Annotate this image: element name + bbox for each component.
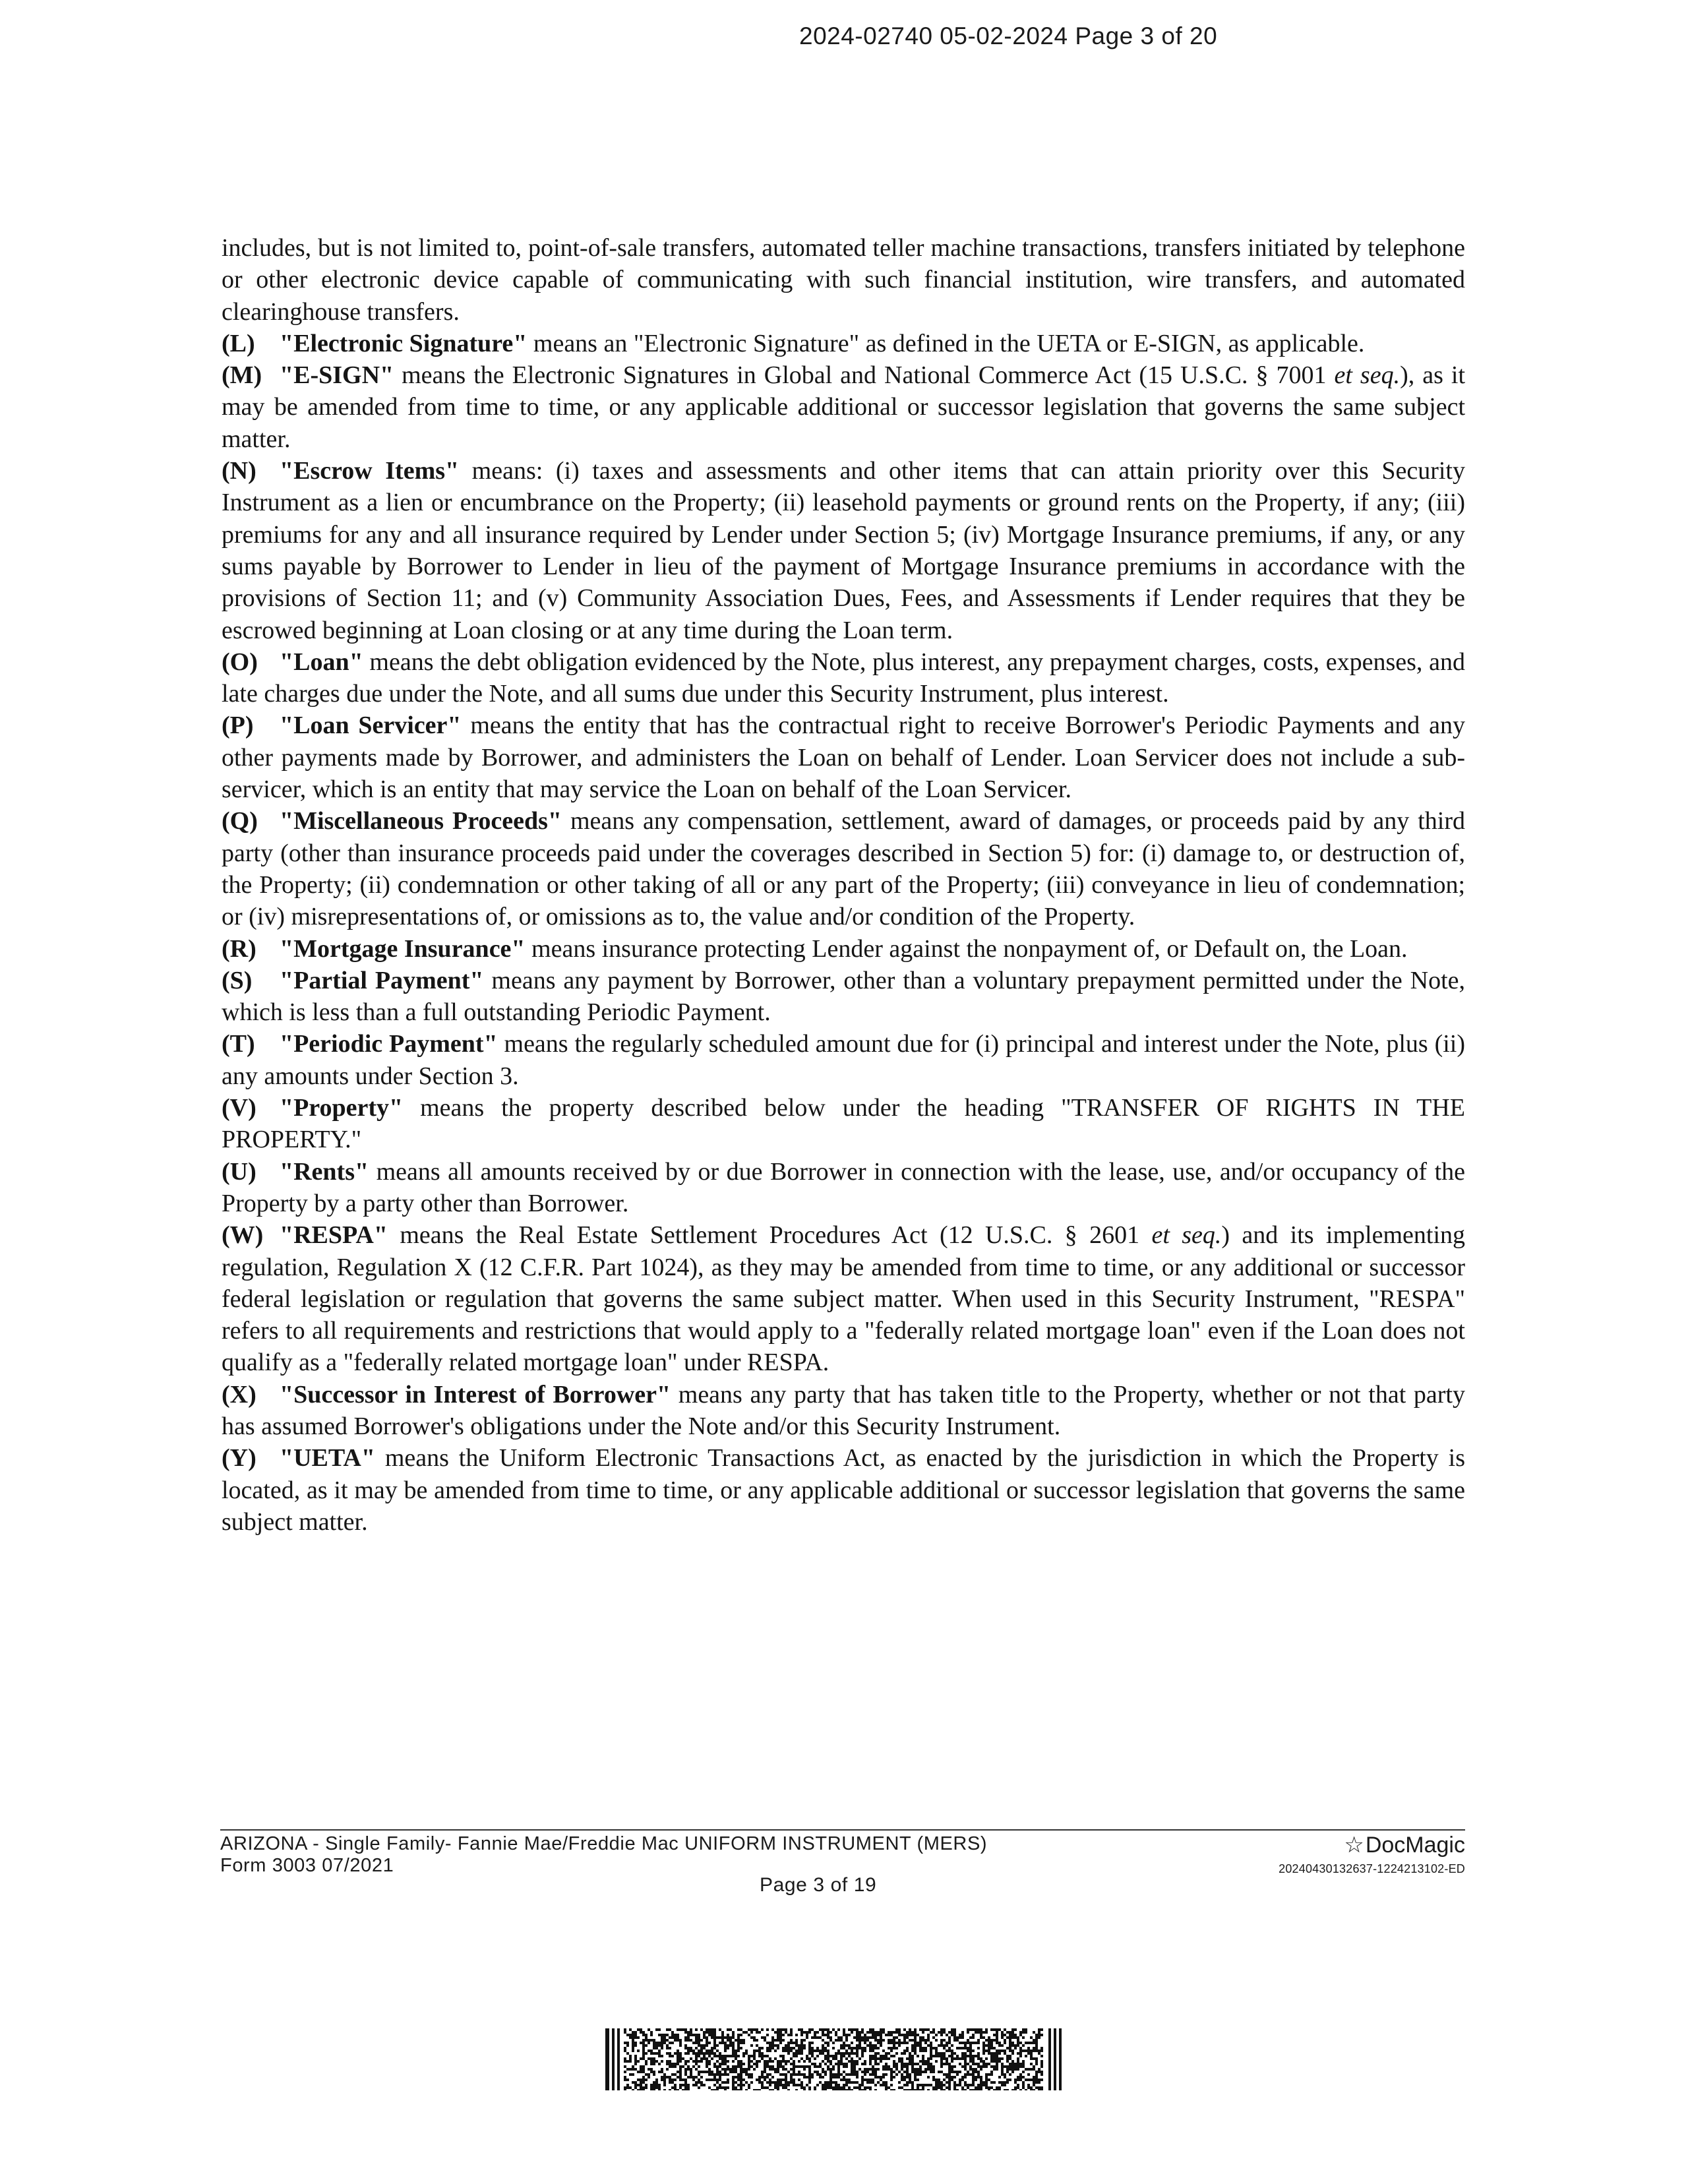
definition-letter: (P) [222,712,254,740]
definition-p [222,710,1465,805]
defined-term: "Loan Servicer" [280,712,462,740]
definition-letter: (L) [222,329,255,357]
definition-text: means the property described below under the heading "TRANSFER OF RIGHTS IN THE PROPERTY." [222,1094,1465,1154]
definition-q [222,805,1465,932]
form-title: ARIZONA - Single Family- Fannie Mae/Freddie Mac UNIFORM INSTRUMENT (MERS) [220,1833,988,1854]
defined-term: "E-SIGN" [280,361,394,390]
defined-term: "RESPA" [280,1221,388,1250]
definition-letter: (V) [222,1094,256,1122]
definition-letter: (N) [222,457,256,485]
definition-text: means an "Electronic Signature" as defined in the UETA or E-SIGN, as applicable. [527,329,1365,357]
definition-text: means the Uniform Electronic Transactions Act, as enacted by the jurisdiction in which the Property is located, as it may be amended from time to time, or any applicable additional or successor legislation that governs the same subject matter. [222,1444,1465,1536]
italic-citation: et seq. [1334,361,1401,390]
definition-text: means the Real Estate Settlement Procedures Act (12 U.S.C. § 2601 [387,1221,1152,1250]
defined-term: "Partial Payment" [280,966,484,994]
definition-text: means the regularly scheduled amount due for (i) principal and interest under the Note, plus (ii) any amounts under Section 3. [222,1030,1465,1090]
definition-text: means: (i) taxes and assessments and other items that can attain priority over this Security Instrument as a lien or encumbrance on the Property; (ii) leasehold payments or ground rents on the Property, if any; (iii) premiums for any and all insurance required by Lender under Section 5; (iv) Mortgage Insurance premiums, if any, or any sums payable by Borrower to Lender in lieu of the payment of Mortgage Insurance premiums in accordance with the provisions of Section 11; and (v) Community Association Dues, Fees, and Assessments if Lender requires that they be escrowed beginning at Loan closing or at any time during the Loan term. [222,457,1465,644]
definition-text: means the debt obligation evidenced by the Note, plus interest, any prepayment charges, costs, expenses, and late charges due under the Note, and all sums due under this Security Instrument, plus interest. [222,648,1465,708]
definition-text: means insurance protecting Lender against the nonpayment of, or Default on, the Loan. [525,934,1408,963]
definition-letter: (M) [222,361,262,390]
form-identifier [220,1833,987,1877]
definition-v [222,1092,1465,1156]
definition-text: means the Electronic Signatures in Global and National Commerce Act (15 U.S.C. § 7001 [394,361,1335,390]
recording-stamp: 2024-02740 05-02-2024 Page 3 of 20 [799,22,1218,49]
definitions-body [222,232,1465,1538]
barcode [605,2028,1062,2090]
definition-letter: (O) [222,648,258,676]
definition-w [222,1219,1465,1378]
definition-letter: (X) [222,1380,256,1409]
docmagic-brand [1279,1832,1465,1876]
definition-text: means all amounts received by or due Borrower in connection with the lease, use, and/or occupancy of the Property by a party other than Borrower. [222,1157,1465,1217]
definition-text: means the entity that has the contractual right to receive Borrower's Periodic Payments and any other payments made by Borrower, and administers the Loan on behalf of Lender. Loan Servicer does not include a sub-servicer, which is an entity that may service the Loan on behalf of the Loan Servicer. [222,712,1465,804]
definition-letter: (R) [222,934,256,963]
defined-term: "Loan" [280,648,363,676]
definition-u [222,1156,1465,1220]
definition-text: means any payment by Borrower, other than a voluntary prepayment permitted under the Note, which is less than a full outstanding Periodic Payment. [222,966,1466,1027]
brand-name: DocMagic [1365,1833,1465,1858]
defined-term: "Miscellaneous Proceeds" [280,807,562,835]
definition-letter: (Q) [222,807,258,835]
definition-letter: (W) [222,1221,264,1250]
definition-r [222,933,1465,965]
definition-letter: (U) [222,1157,256,1186]
definition-text: means any party that has taken title to the Property, whether or not that party has assumed Borrower's obligations under the Note and/or this Security Instrument. [222,1380,1465,1440]
defined-term: "UETA" [280,1444,375,1472]
definition-t [222,1028,1465,1092]
definition-letter: (Y) [222,1444,256,1472]
definition-letter: (S) [222,966,253,994]
form-page-number: Page 3 of 19 [760,1874,877,1896]
defined-term: "Rents" [280,1157,369,1186]
document-id: 20240430132637-1224213102-ED [1279,1862,1465,1875]
definition-s [222,965,1465,1029]
defined-term: "Mortgage Insurance" [280,934,526,963]
definition-x [222,1379,1465,1443]
italic-citation: et seq. [1151,1221,1222,1250]
definition-text: means any compensation, settlement, award of damages, or proceeds paid by any third party (other than insurance proceeds paid under the coverages described in Section 5) for: (i) damage to, or destruction of, the Property; (ii) condemnation or other taking of all or any part of the Property; (iii) conveyance in lieu of condemnation; or (iv) misrepresentations of, or omissions as to, the value and/or condition of the Property. [222,807,1465,931]
defined-term: "Successor in Interest of Borrower" [280,1380,671,1409]
definition-text-tail: ), as it may be amended from time to time, or any applicable additional or successor legislation that governs the same subject matter. [222,361,1466,453]
form-number: Form 3003 07/2021 [220,1855,394,1876]
definition-letter: (T) [222,1030,255,1058]
definition-l [222,328,1465,359]
footer-divider [220,1829,1465,1831]
definition-n [222,455,1465,646]
defined-term: "Periodic Payment" [280,1030,498,1058]
defined-term: "Property" [280,1094,404,1122]
defined-term: "Electronic Signature" [280,329,528,357]
defined-term: "Escrow Items" [280,457,460,485]
definition-o [222,646,1465,710]
star-icon: ☆ [1344,1833,1364,1858]
definitions-list [222,328,1465,1538]
continuation-paragraph: includes, but is not limited to, point-of-sale transfers, automated teller machine transactions, transfers initiated by telephone or other electronic device capable of communicating with such financial institution, wire transfers, and automated clearinghouse transfers. [222,234,1465,326]
definition-text-tail: ) and its implementing regulation, Regulation X (12 C.F.R. Part 1024), as they may be amended from time to time, or any additional or successor federal legislation or regulation that governs the same subject matter. When used in this Security Instrument, "RESPA" refers to all requirements and restrictions that would apply to a "federally related mortgage loan" even if the Loan does not qualify as a "federally related mortgage loan" under RESPA. [222,1221,1466,1377]
definition-m [222,359,1465,455]
definition-y [222,1442,1465,1538]
